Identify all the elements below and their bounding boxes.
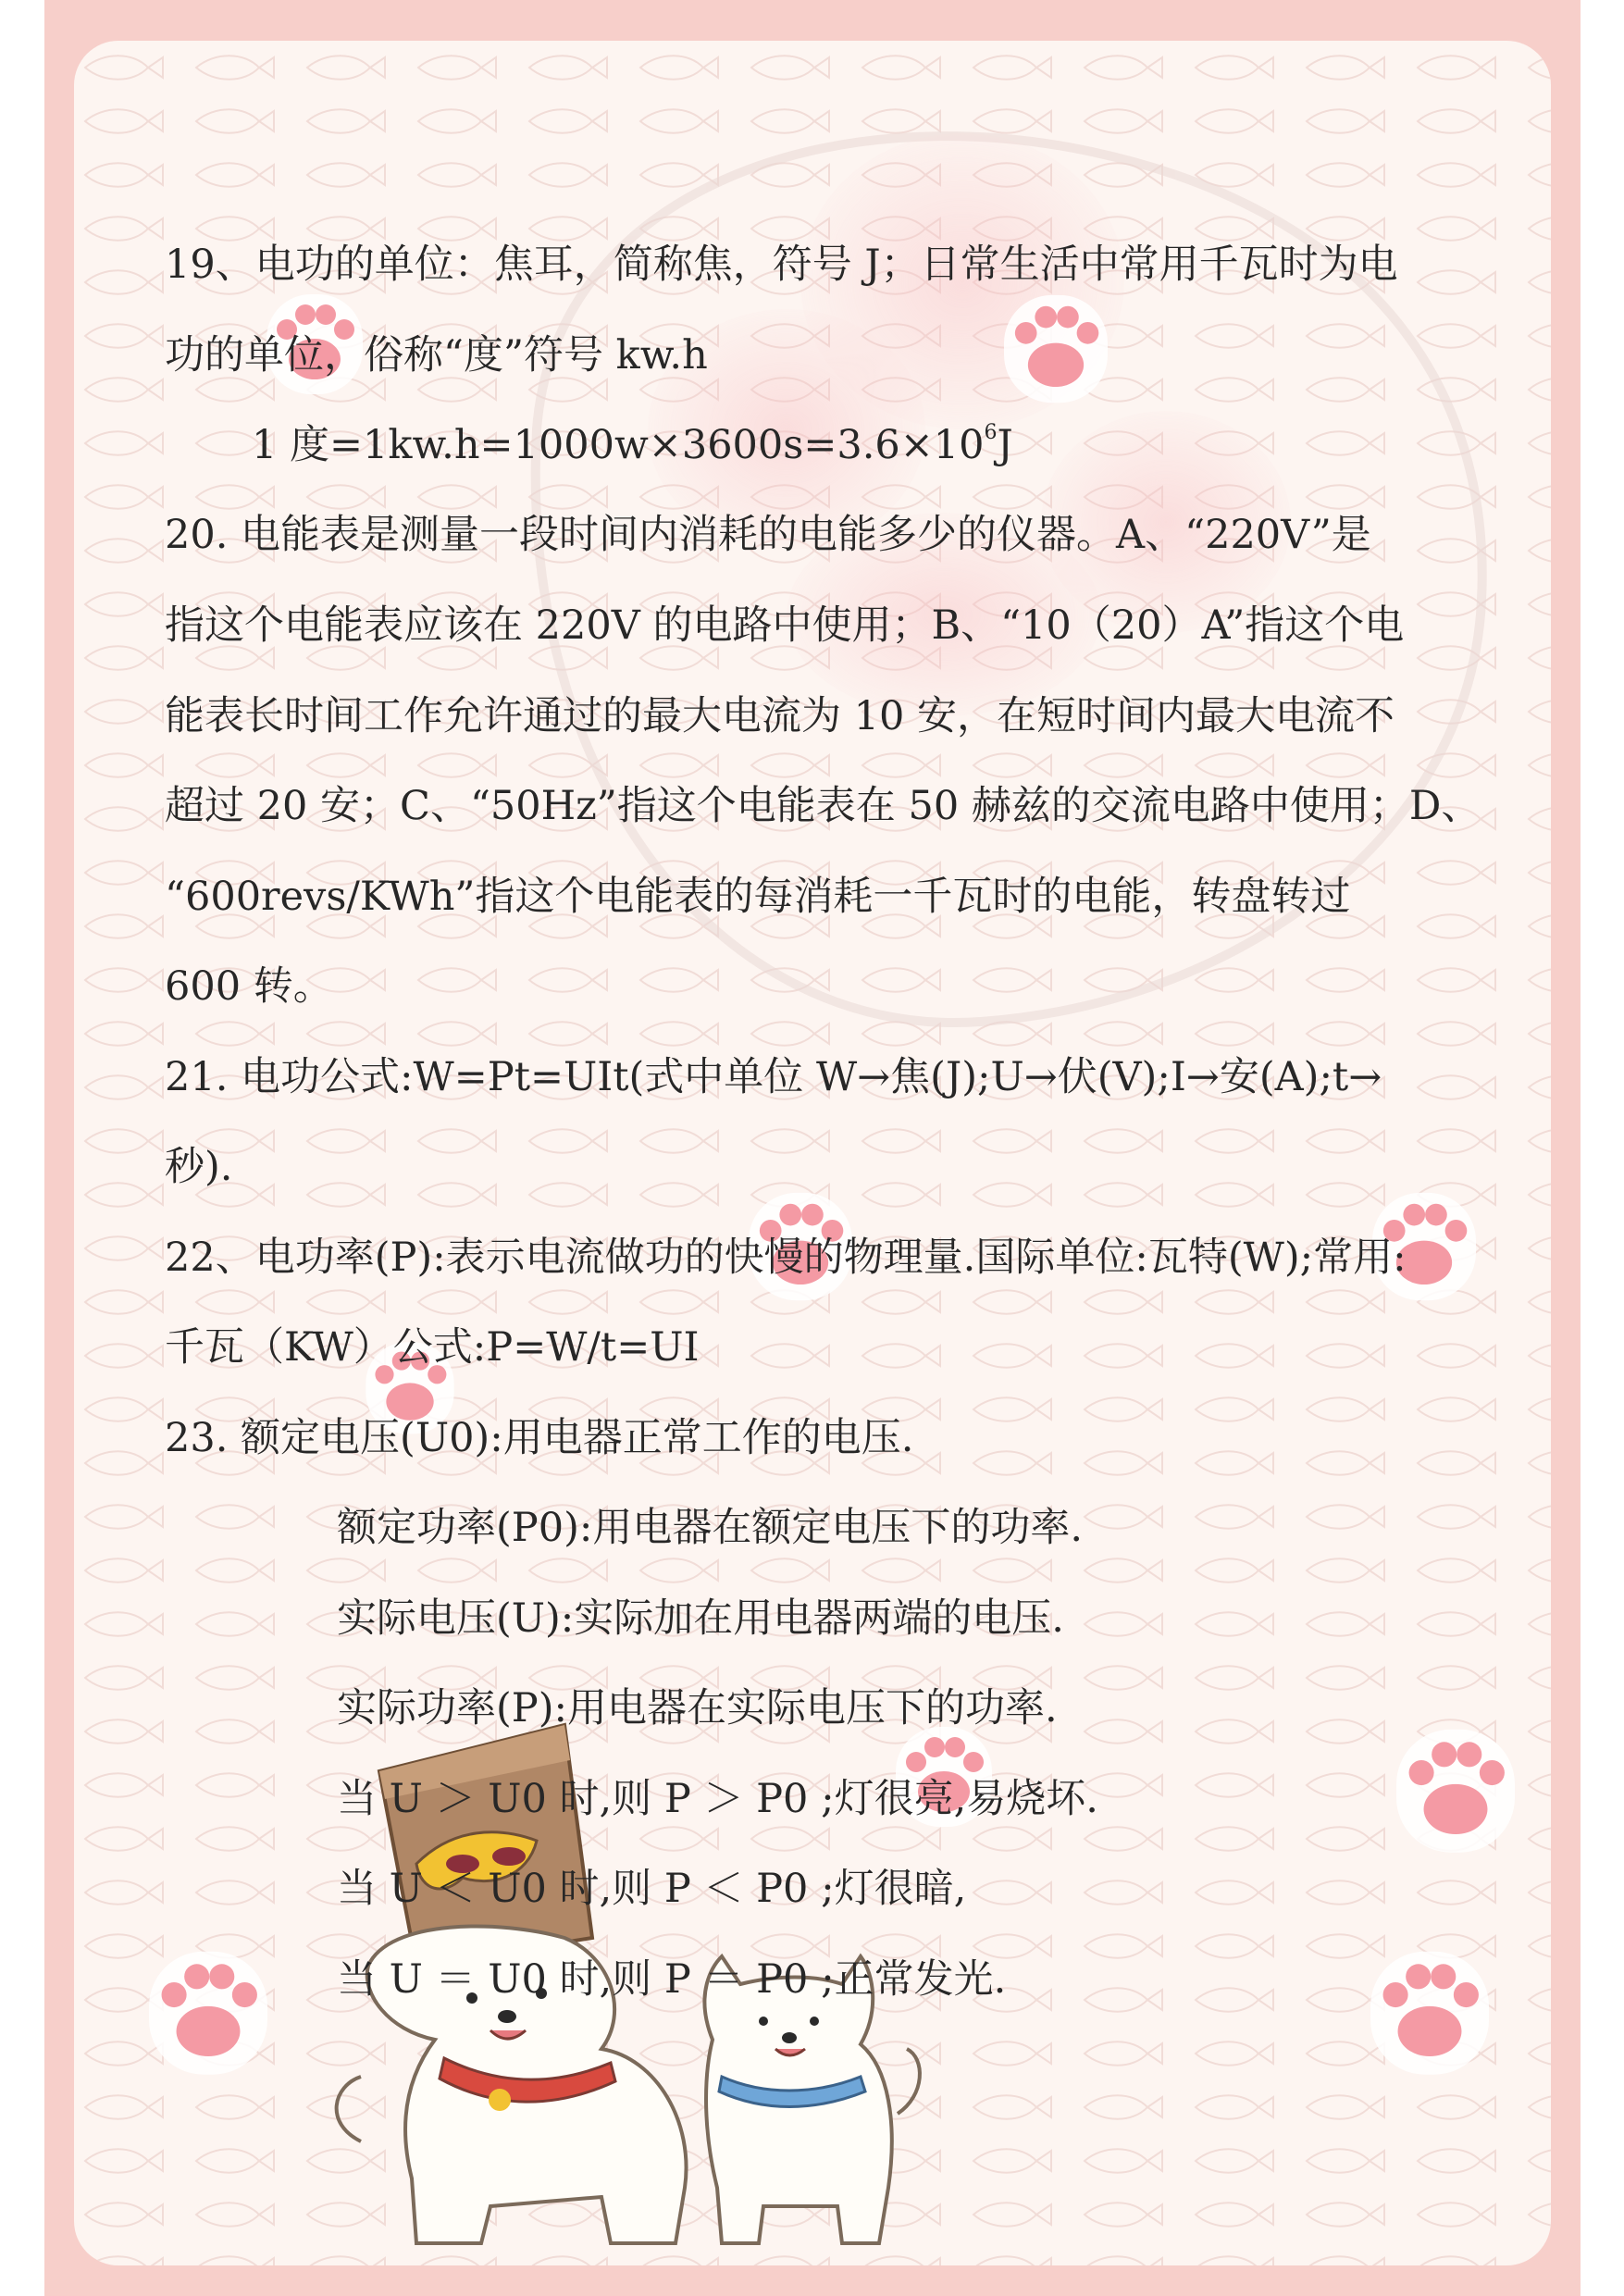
item-19-line-1: 19、电功的单位：焦耳，简称焦，符号 J；日常生活中常用千瓦时为电 <box>165 242 1398 288</box>
item-20-line-2: 指这个电能表应该在 220V 的电路中使用；B、“10（20）A”指这个电 <box>165 602 1405 649</box>
item-22-line-2: 千瓦（KW）公式:P=W/t=UI <box>165 1324 700 1371</box>
item-21-line-2: 秒). <box>165 1144 233 1190</box>
item-19-exponent: 6 <box>984 421 998 444</box>
paw-icon <box>139 1938 278 2086</box>
item-23-line-1: 23. 额定电压(U0):用电器正常工作的电压. <box>165 1415 914 1461</box>
item-23-line-3: 实际电压(U):实际加在用电器两端的电压. <box>337 1595 1064 1642</box>
item-23-line-2: 额定功率(P0):用电器在额定电压下的功率. <box>337 1505 1083 1551</box>
item-21-line-1: 21. 电功公式:W=Pt=UIt(式中单位 W→焦(J);U→伏(V);I→安(A);t→ <box>165 1054 1382 1100</box>
paw-icon <box>996 283 1116 413</box>
item-20-line-3: 能表长时间工作允许通过的最大电流为 10 安，在短时间内最大电流不 <box>165 693 1395 739</box>
paw-icon <box>1386 1716 1525 1864</box>
item-19-formula-text: 1 度=1kw.h=1000w×3600s=3.6×10 <box>252 422 985 468</box>
item-20-line-5: “600revs/KWh”指这个电能表的每消耗一千瓦时的电能，转盘转过 <box>165 874 1351 920</box>
paw-icon <box>1360 1938 1499 2086</box>
item-23-line-7: 当 U ＝ U0 时,则 P ＝ P0 ;正常发光. <box>337 1956 1007 2003</box>
item-23-line-5: 当 U ＞ U0 时,则 P ＞ P0 ;灯很亮,易烧坏. <box>337 1776 1098 1822</box>
item-22-line-1: 22、电功率(P):表示电流做功的快慢的物理量.国际单位:瓦特(W);常用: <box>165 1235 1407 1281</box>
item-19-formula-unit: J <box>997 422 1013 468</box>
item-19-line-2: 功的单位，俗称“度”符号 kw.h <box>165 332 708 379</box>
item-23-line-4: 实际功率(P):用电器在实际电压下的功率. <box>337 1685 1058 1731</box>
item-19-formula <box>252 419 1013 471</box>
item-20-line-1: 20. 电能表是测量一段时间内消耗的电能多少的仪器。A、“220V”是 <box>165 512 1371 558</box>
item-23-line-6: 当 U ＜ U0 时,则 P ＜ P0 ;灯很暗, <box>337 1866 967 1912</box>
item-20-line-4: 超过 20 安；C、“50Hz”指这个电能表在 50 赫兹的交流电路中使用；D、 <box>165 783 1481 829</box>
item-20-line-6: 600 转。 <box>165 963 333 1010</box>
